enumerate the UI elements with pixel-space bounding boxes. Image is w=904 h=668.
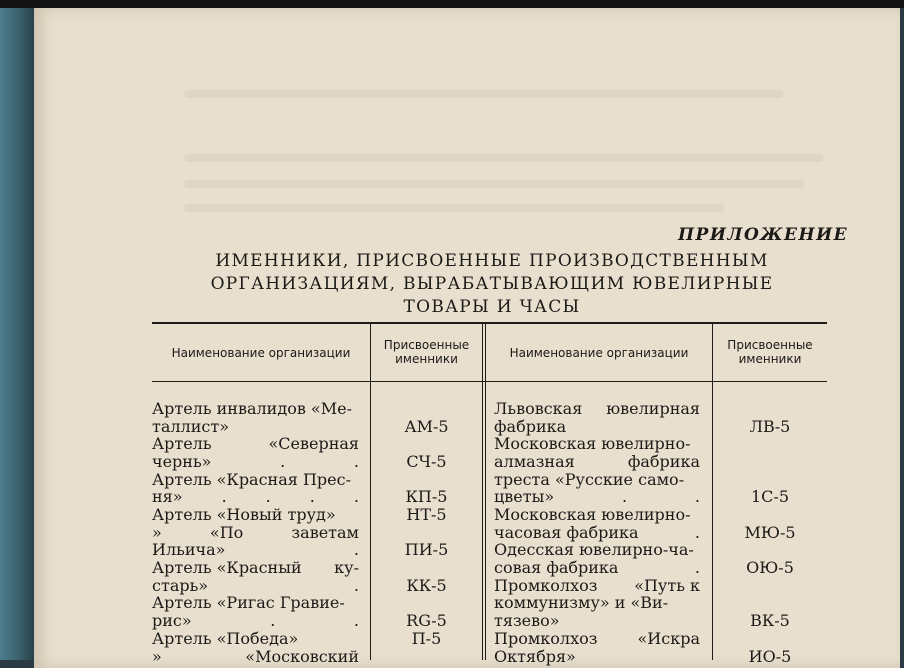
- org-text-line: [152, 488, 359, 506]
- assigned-mark-code: ОЮ-5: [746, 558, 794, 577]
- org-text-segment: »: [152, 647, 162, 666]
- org-text-line: [152, 453, 359, 471]
- assigned-mark-code: П-5: [411, 629, 442, 648]
- assigned-mark-code: НТ-5: [406, 505, 447, 524]
- org-text-line: [494, 594, 700, 612]
- assigned-mark-code: ВК-5: [750, 611, 790, 630]
- org-text-line: [152, 471, 359, 489]
- org-text-segment: ня»: [152, 487, 183, 506]
- assigned-mark-code: ПИ-5: [404, 540, 449, 559]
- org-text-segment: .: [694, 523, 700, 542]
- org-text-segment: Артель «Красная Прес-: [152, 470, 351, 489]
- appendix-label: ПРИЛОЖЕНИЕ: [678, 225, 849, 245]
- org-text-line: [152, 541, 359, 559]
- org-text-segment: .: [270, 611, 276, 630]
- assigned-mark-code: ИО-5: [748, 647, 792, 666]
- org-text-segment: тязево»: [494, 611, 560, 630]
- title-line: ТОВАРЫ И ЧАСЫ: [403, 297, 581, 317]
- title-line: ОРГАНИЗАЦИЯМ, ВЫРАБАТЫВАЮЩИМ ЮВЕЛИРНЫЕ: [210, 274, 774, 294]
- assigned-mark-code: RG-5: [406, 611, 447, 630]
- org-text-segment: Артель «Новый труд»: [152, 505, 336, 524]
- header-org-left: Наименование организации: [171, 346, 351, 360]
- org-text-segment: заветам: [291, 523, 359, 542]
- org-text-segment: фабрика: [627, 452, 700, 471]
- org-text-segment: .: [280, 452, 286, 471]
- org-text-segment: «Путь к: [634, 576, 700, 595]
- org-text-line: [494, 435, 700, 453]
- org-text-line: [494, 612, 700, 630]
- org-text-segment: Артель «Красный: [152, 558, 302, 577]
- org-text-line: [494, 559, 700, 577]
- bleed-through-line: [184, 180, 804, 188]
- org-text-segment: часовая фабрика: [494, 523, 639, 542]
- org-text-segment: «Московский: [245, 647, 359, 666]
- org-text-segment: чернь»: [152, 452, 212, 471]
- org-text-line: [494, 453, 700, 471]
- org-text-line: [152, 400, 359, 418]
- org-text-segment: фабрика: [494, 417, 567, 436]
- header-marks-right: Присвоенные именники: [727, 338, 813, 366]
- table-header-rule: [152, 381, 827, 382]
- org-text-segment: Артель «Победа»: [152, 629, 299, 648]
- column-divider-double: [482, 324, 483, 660]
- org-text-line: [494, 400, 700, 418]
- org-text-segment: «По: [209, 523, 244, 542]
- assigned-mark-code: КП-5: [405, 487, 448, 506]
- org-text-line: [152, 612, 359, 630]
- org-text-segment: алмазная: [494, 452, 575, 471]
- org-text-segment: «Искра: [637, 629, 700, 648]
- org-text-segment: .: [353, 611, 359, 630]
- assigned-mark-code: КК-5: [406, 576, 447, 595]
- org-text-segment: .: [353, 576, 359, 595]
- bleed-through-line: [184, 204, 724, 212]
- org-text-segment: ювелирная: [606, 399, 700, 418]
- org-text-line: [494, 506, 700, 524]
- org-text-segment: Октября»: [494, 647, 576, 666]
- org-text-segment: »: [152, 523, 162, 542]
- org-text-segment: цветы»: [494, 487, 555, 506]
- org-text-segment: Артель: [152, 434, 212, 453]
- bleed-through-line: [184, 90, 784, 98]
- org-text-line: [152, 594, 359, 612]
- org-text-segment: Московская ювелирно-: [494, 434, 691, 453]
- org-text-segment: Московская ювелирно-: [494, 505, 691, 524]
- page-top-edge: [0, 0, 904, 8]
- org-text-line: [152, 435, 359, 453]
- org-text-segment: таллист»: [152, 417, 229, 436]
- org-text-segment: совая фабрика: [494, 558, 619, 577]
- org-text-segment: .: [221, 487, 227, 506]
- org-text-segment: .: [353, 540, 359, 559]
- org-text-segment: Львовская: [494, 399, 583, 418]
- org-text-line: [152, 506, 359, 524]
- org-text-line: [152, 559, 359, 577]
- org-text-line: [494, 488, 700, 506]
- org-text-segment: ку-: [334, 558, 359, 577]
- assigned-mark-code: ЛВ-5: [749, 417, 791, 436]
- org-text-segment: Ильича»: [152, 540, 226, 559]
- org-text-segment: Артель инвалидов «Ме-: [152, 399, 352, 418]
- org-text-line: [494, 630, 700, 648]
- org-text-segment: коммунизму» и «Ви-: [494, 593, 669, 612]
- table-top-rule: [152, 322, 827, 324]
- org-text-segment: .: [353, 487, 359, 506]
- org-text-segment: .: [353, 452, 359, 471]
- title-line: ИМЕННИКИ, ПРИСВОЕННЫЕ ПРОИЗВОДСТВЕННЫМ: [215, 251, 769, 271]
- assigned-mark-code: МЮ-5: [744, 523, 796, 542]
- org-text-segment: .: [309, 487, 315, 506]
- header-marks-left: Присвоенные именники: [383, 338, 470, 366]
- column-divider-double: [485, 324, 486, 660]
- org-text-segment: .: [265, 487, 271, 506]
- assigned-mark-code: АМ-5: [404, 417, 449, 436]
- org-text-segment: .: [694, 487, 700, 506]
- org-text-line: [494, 541, 700, 559]
- org-text-line: [152, 648, 359, 666]
- org-text-segment: Промколхоз: [494, 629, 598, 648]
- org-text-segment: треста «Русские само-: [494, 470, 685, 489]
- assigned-mark-code: 1С-5: [750, 487, 789, 506]
- header-org-right: Наименование организации: [509, 346, 689, 360]
- org-text-segment: .: [694, 558, 700, 577]
- page-title: [150, 250, 834, 319]
- org-text-line: [494, 648, 700, 666]
- org-text-segment: Одесская ювелирно-ча-: [494, 540, 694, 559]
- org-text-segment: старь»: [152, 576, 209, 595]
- org-text-line: [152, 630, 359, 648]
- org-text-segment: .: [621, 487, 628, 506]
- org-text-segment: «Северная: [268, 434, 359, 453]
- bleed-through-line: [184, 154, 824, 162]
- org-text-segment: рис»: [152, 611, 192, 630]
- assigned-mark-code: СЧ-5: [406, 452, 447, 471]
- org-text-segment: Артель «Ригас Гравие-: [152, 593, 345, 612]
- org-text-segment: Промколхоз: [494, 576, 598, 595]
